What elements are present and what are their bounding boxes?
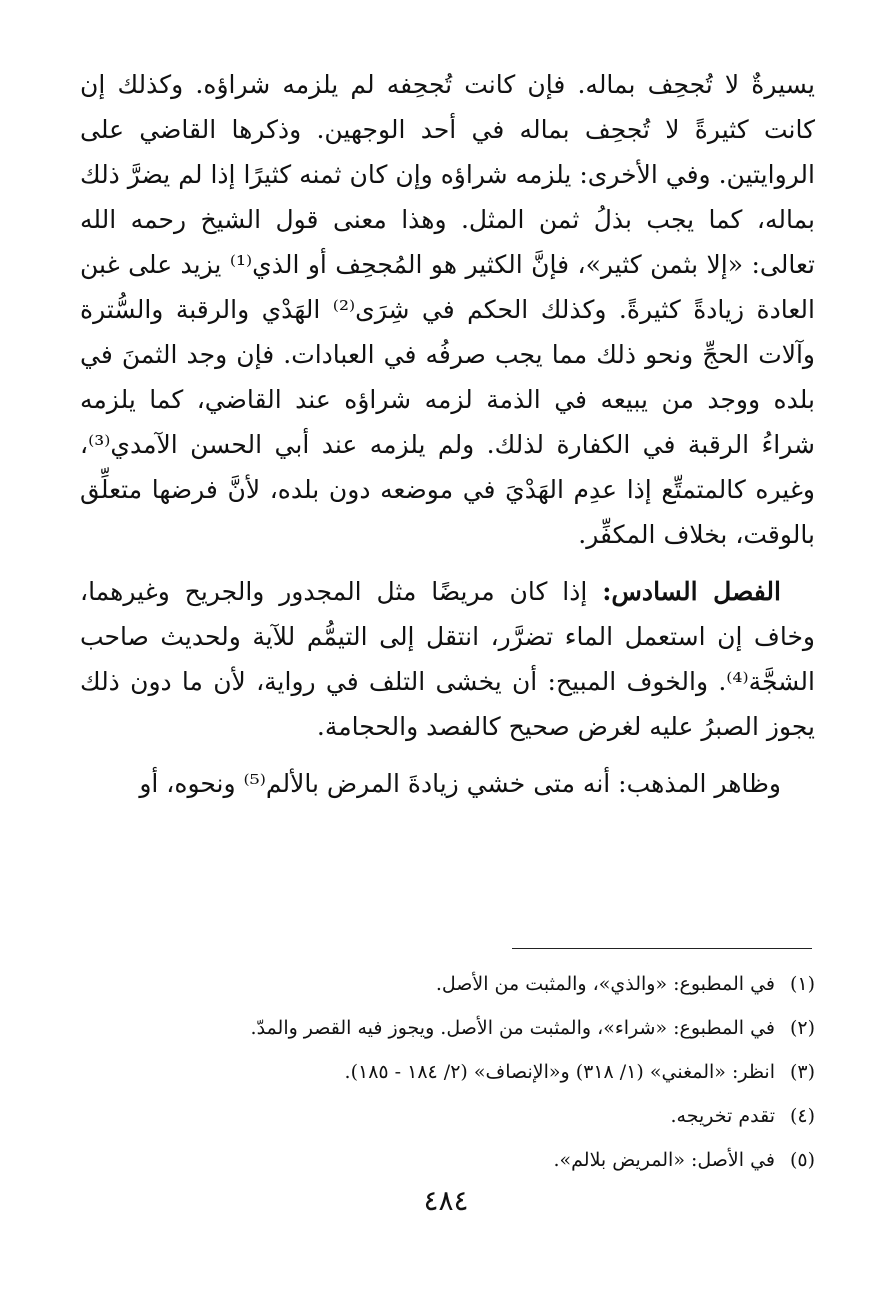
footnote-text: في الأصل: «المريض بلالم». [553, 1149, 775, 1171]
paragraph-1: يسيرةٌ لا تُجحِف بماله. فإن كانت تُجحِفه لم يلزمه شراؤه. وكذلك إن كانت كثيرةً لا تُجحِف بماله في أحد الوجهين. وذكرها القاضي على الروايتين. وفي الأخرى: يلزمه شراؤه وإن كان ثمنه كثيرًا إذا لم يضرَّ ذلك بماله، كما يجب بذلُ ثمن المثل. وهذا معنى قول الشيخ رحمه الله تعالى: «إلا بثمن كثير»، فإنَّ الكثير هو المُجحِف أو الذي⁽¹⁾ يزيد على غبن العادة زيادةً كثيرةً. وكذلك الحكم في شِرَى⁽²⁾ الهَدْي والرقبة والسُّترة وآلات الحجِّ ونحو ذلك مما يجب صرفُه في العبادات. فإن وجد الثمنَ في بلده ووجد من يبيعه في الذمة لزمه شراؤه عند القاضي، كما يلزمه شراءُ الرقبة في الكفارة لذلك. ولم يلزمه عند أبي الحسن الآمدي⁽³⁾، وغيره كالمتمتِّع إذا عدِم الهَدْيَ في موضعه دون بلده، لأنَّ فرضها متعلِّق بالوقت، بخلاف المكفِّر. [80, 70, 815, 549]
paragraph-2 [80, 569, 815, 749]
main-text [80, 62, 815, 806]
footnote-number: (٣) [789, 1061, 815, 1083]
footnote-number: (٢) [789, 1017, 815, 1039]
footnote-text: تقدم تخريجه. [670, 1105, 775, 1127]
footnote-text: انظر: «المغني» (١/ ٣١٨) و«الإنصاف» (٢/ ١٨٤ - ١٨٥). [344, 1061, 775, 1083]
footnote-number: (١) [789, 973, 815, 995]
footnote-item [80, 1050, 815, 1094]
footnote-text: في المطبوع: «والذي»، والمثبت من الأصل. [435, 973, 775, 995]
page-number: ٤٨٤ [423, 1184, 469, 1217]
footnote-item [80, 962, 815, 1006]
footnotes-list [80, 962, 815, 1182]
footnote-divider [512, 948, 812, 949]
paragraph-3: وظاهر المذهب: أنه متى خشي زيادةَ المرض بالألم⁽⁵⁾ ونحوه، أو [139, 769, 781, 798]
footnote-number: (٥) [789, 1149, 815, 1171]
footnote-item [80, 1138, 815, 1182]
footnote-text: في المطبوع: «شراء»، والمثبت من الأصل. ويجوز فيه القصر والمدّ. [250, 1017, 775, 1039]
footnote-number: (٤) [789, 1105, 815, 1127]
section-heading: الفصل السادس: [602, 577, 781, 606]
footnote-item [80, 1006, 815, 1050]
footnote-item [80, 1094, 815, 1138]
paragraph-2-text: إذا كان مريضًا مثل المجدور والجريح وغيرهما، وخاف إن استعمل الماء تضرَّر، انتقل إلى التيمُّم للآية ولحديث صاحب الشجَّة⁽⁴⁾. والخوف المبيح: أن يخشى التلف في رواية، لأن ما دون ذلك يجوز الصبرُ عليه لغرض صحيح كالفصد والحجامة. [80, 577, 815, 741]
